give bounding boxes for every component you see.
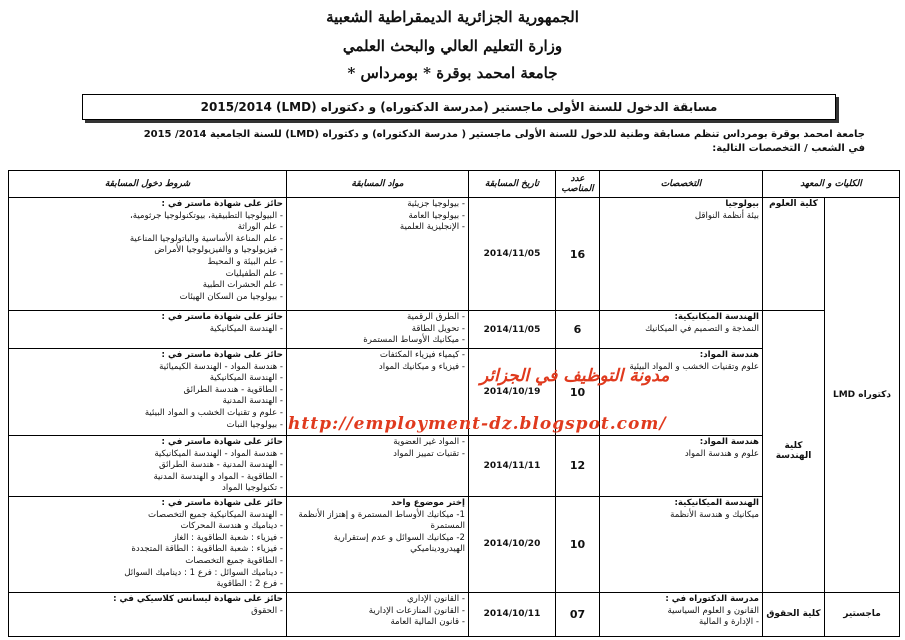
table-row [9, 311, 900, 349]
subject-line: - كيمياء فيزياء المكثفات [379, 350, 465, 360]
header-university: جامعة امحمد بوقرة * بومرداس * [347, 64, 558, 82]
header-conditions: شروط دخول المسابقة [9, 171, 287, 198]
subject-line: - قانون المالية العامة [390, 617, 465, 628]
specialty-line: الهندسة الميكانيكية: [674, 312, 759, 322]
posts-cell: 16 [556, 198, 600, 311]
condition-line: - هندسة المواد - الهندسة الكيميائية [159, 361, 283, 372]
subjects-cell [287, 592, 469, 636]
level-lmd: دكتوراه LMD [825, 198, 900, 593]
condition-line: حائز على شهادة ماستر في : [161, 437, 283, 447]
date-cell: 2014/11/05 [469, 311, 556, 349]
condition-line: - تكنولوجيا المواد [222, 483, 283, 494]
condition-line: حائز على شهادة ليسانس كلاسيكي في : [113, 593, 283, 604]
faculty-engineering: كلية الهندسة [763, 311, 825, 593]
table-row [9, 592, 900, 636]
condition-line: - ديناميك السوائل : فرع 1 : ديناميك السوائل [124, 567, 283, 578]
date-cell: 2014/11/11 [469, 436, 556, 497]
condition-line: - فيزيولوجيا و والفيزيولوجيا الأمراض [154, 245, 283, 256]
condition-line: - الهندسة المدنية - هندسة الطرائق [158, 460, 283, 471]
specialty-line: النمذجة و التصميم في الميكانيك [645, 323, 759, 334]
condition-line: - علوم و تقنيات الخشب و المواد البيئية [144, 407, 283, 418]
conditions-cell [9, 496, 287, 592]
subjects-cell [287, 198, 469, 311]
specialties-cell [600, 311, 763, 349]
subject-line: 2- ميكانيك السوائل و عدم إستقرارية [333, 532, 465, 543]
specialty-line: هندسة المواد: [699, 350, 759, 360]
subject-line: - بيولوجيا العامة [408, 210, 465, 221]
subjects-cell [287, 436, 469, 497]
condition-line: - الطاقوية جميع التخصصات [185, 555, 283, 566]
conditions-cell [9, 592, 287, 636]
specialty-line: بيئة أنظمة النواقل [694, 210, 759, 221]
conditions-cell [9, 436, 287, 497]
subjects-cell [287, 496, 469, 592]
posts-cell: 12 [556, 436, 600, 497]
header-posts: عدد المناصب [556, 171, 600, 198]
posts-cell: 10 [556, 349, 600, 436]
subject-line: - تحويل الطاقة [411, 323, 465, 334]
posts-cell: 10 [556, 496, 600, 592]
specialty-line: مدرسة الدكتوراه في : [665, 593, 759, 604]
specialty-line: علوم و هندسة المواد [684, 448, 759, 459]
specialties-cell [600, 436, 763, 497]
condition-line: - علم الطفيليات [225, 268, 283, 279]
condition-line: حائز على شهادة ماستر في : [161, 312, 283, 322]
condition-line: - علم الوراثة [237, 222, 283, 233]
condition-line: - هندسة المواد - الهندسة الميكانيكية [154, 448, 283, 459]
subject-line: المستمرة [430, 521, 465, 532]
subject-line: 1- ميكانيك الأوساط المستمرة و إهتزاز الأنظمة [298, 509, 465, 520]
subject-line: إختر موضوع واحد [391, 497, 465, 508]
conditions-cell [9, 311, 287, 349]
condition-line: - ديناميك و هندسة المحركات [180, 521, 283, 532]
condition-line: حائز على شهادة ماستر في : [161, 497, 283, 508]
header-specialties: التخصصات [600, 171, 763, 198]
conditions-cell [9, 349, 287, 436]
specialty-line: الهندسة الميكانيكية: [674, 497, 759, 508]
table-row [9, 198, 900, 311]
condition-line: - الهندسة المدنية [222, 396, 283, 407]
header-subjects: مواد المسابقة [287, 171, 469, 198]
page-title: مسابقة الدخول للسنة الأولى ماجستير (مدرسة الدكتوراه) و دكتوراه (LMD) 2015/2014 [82, 94, 836, 120]
condition-line: - فيزياء : شعبة الطاقوية : الطاقة المتجددة [131, 544, 283, 555]
subject-line: - فيزياء و ميكانيك المواد [378, 361, 465, 372]
specialties-cell [600, 592, 763, 636]
specialty-line: علوم وتقنيات الخشب و المواد البيئية [629, 361, 759, 372]
watermark-url: http://employment-dz.blogspot.com/ [288, 414, 667, 434]
specialty-line: ميكانيك و هندسة الأنظمة [670, 509, 759, 520]
header-faculty: الكليات و المعهد [763, 171, 900, 198]
header-date: تاريخ المسابقة [469, 171, 556, 198]
posts-cell: 6 [556, 311, 600, 349]
posts-cell: 07 [556, 592, 600, 636]
competition-table [8, 170, 900, 637]
subject-line: - ميكانيك الأوساط المستمرة [363, 335, 465, 346]
date-cell: 2014/10/20 [469, 496, 556, 592]
condition-line: - الهندسة الميكانيكية جميع التخصصات [148, 509, 283, 520]
intro-text: جامعة امحمد بوقرة بومرداس تنظم مسابقة وطنية للدخول للسنة الأولى ماجستير ( مدرسة الدكتوراه) و دكتوراه (LMD) للسنة الجامعية 2014/ 2015 [143, 129, 865, 140]
subject-line: - القانون المنازعات الإدارية [368, 605, 465, 616]
date-cell: 2014/11/05 [469, 198, 556, 311]
condition-line: - بيولوجيا من السكان الهيئات [179, 291, 283, 302]
condition-line: حائز على شهادة ماستر في : [161, 199, 283, 209]
intro-subtext: في الشعب / التخصصات التالية: [712, 143, 865, 154]
specialty-line: بيولوجيا [725, 199, 759, 209]
condition-line: - البيولوجيا التطبيقية، بيوتكنولوجيا جرثومية، [129, 210, 283, 221]
specialty-line: - الإدارة و المالية [698, 617, 759, 628]
condition-line: - علم البيئة و المحيط [207, 256, 283, 267]
subject-line: - الإنجليزية العلمية [399, 222, 465, 233]
specialty-line: القانون و العلوم السياسية [667, 605, 759, 616]
condition-line: - علم المناعة الأساسية والباتولوجيا المناعية [129, 233, 283, 244]
date-cell: 2014/10/19 [469, 349, 556, 436]
subject-line: الهيدروديناميكي [410, 544, 465, 555]
header-ministry: وزارة التعليم العالي والبحث العلمي [342, 37, 563, 55]
condition-line: - علم الحشرات الطبية [202, 280, 283, 291]
table-header-row [9, 171, 900, 198]
faculty-sciences: كلية العلوم [763, 198, 825, 311]
subject-line: - القانون الإداري [406, 593, 465, 604]
subject-line: - الطرق الرقمية [406, 312, 465, 322]
specialty-line: هندسة المواد: [699, 437, 759, 447]
conditions-cell [9, 198, 287, 311]
faculty-law: كلية الحقوق [763, 592, 825, 636]
level-magister: ماجستير [825, 592, 900, 636]
subjects-cell [287, 311, 469, 349]
specialties-cell [600, 496, 763, 592]
condition-line: - الحقوق [251, 605, 283, 616]
subject-line: - المواد غير العضوية [393, 437, 465, 447]
subject-line: - تقنيات تمييز المواد [393, 448, 465, 459]
condition-line: - الطاقوية - المواد و الهندسة المدنية [153, 471, 283, 482]
subject-line: - بيولوجيا جزيئية [407, 199, 465, 209]
watermark-arabic: مدونة التوظيف في الجزائر [480, 366, 670, 386]
header-republic: الجمهورية الجزائرية الديمقراطية الشعبية [326, 8, 579, 26]
condition-line: - الطاقوية - هندسة الطرائق [183, 384, 283, 395]
condition-line: - فرع 2 : الطاقوية [216, 579, 283, 590]
condition-line: - فيزياء : شعبة الطاقوية : الغاز [172, 532, 283, 543]
specialties-cell [600, 198, 763, 311]
condition-line: حائز على شهادة ماستر في : [161, 350, 283, 360]
date-cell: 2014/10/11 [469, 592, 556, 636]
condition-line: - الهندسة الميكانيكية [209, 373, 283, 384]
condition-line: - الهندسة الميكانيكية [209, 323, 283, 334]
condition-line: - بيولوجيا النبات [226, 419, 283, 430]
